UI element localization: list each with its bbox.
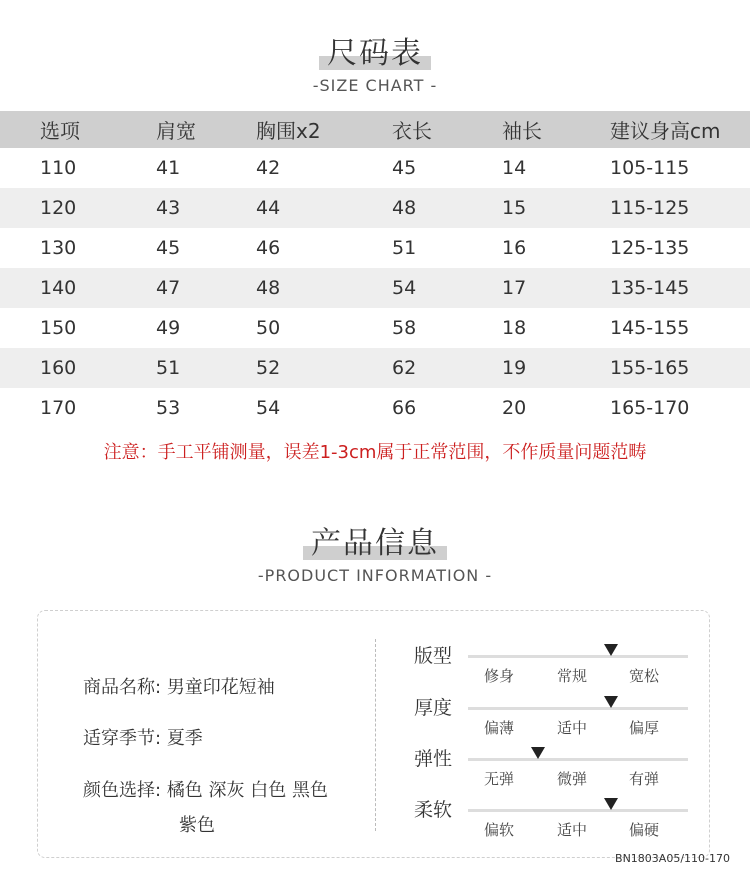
table-cell: 54 <box>256 397 281 419</box>
attribute-option: 宽松 <box>629 667 660 685</box>
table-cell: 49 <box>156 317 181 339</box>
season-value: 夏季 <box>166 728 203 749</box>
table-cell: 44 <box>256 197 281 219</box>
table-cell: 115-125 <box>610 197 690 219</box>
table-cell: 20 <box>502 397 527 419</box>
attribute-scale <box>414 693 704 745</box>
attribute-option: 偏厚 <box>629 719 660 737</box>
scale-line <box>468 707 688 710</box>
product-name-line <box>83 673 275 699</box>
scale-line <box>468 758 688 761</box>
color-value: 橘色 深灰 白色 黑色 <box>166 780 328 801</box>
table-row <box>0 308 750 348</box>
attribute-scale <box>414 795 704 847</box>
size-chart-subtitle: -SIZE CHART - <box>312 76 438 95</box>
table-cell: 66 <box>392 397 417 419</box>
table-row <box>0 148 750 188</box>
table-cell: 17 <box>502 277 527 299</box>
table-cell: 125-135 <box>610 237 690 259</box>
table-cell: 155-165 <box>610 357 690 379</box>
product-name-value: 男童印花短袖 <box>166 677 275 698</box>
table-cell: 45 <box>392 157 417 179</box>
attribute-option: 无弹 <box>484 770 515 788</box>
color-label: 颜色选择: <box>83 780 162 801</box>
table-cell: 41 <box>156 157 181 179</box>
header-cell: 肩宽 <box>156 119 196 143</box>
table-cell: 150 <box>40 317 77 339</box>
product-info-box <box>37 610 710 858</box>
season-line <box>83 724 203 750</box>
attribute-option: 适中 <box>557 719 588 737</box>
table-cell: 50 <box>256 317 281 339</box>
table-cell: 145-155 <box>610 317 690 339</box>
size-table-body <box>0 148 750 428</box>
table-row <box>0 188 750 228</box>
table-row <box>0 228 750 268</box>
table-cell: 43 <box>156 197 181 219</box>
table-row <box>0 348 750 388</box>
table-cell: 14 <box>502 157 527 179</box>
product-info-title-wrap <box>311 518 439 562</box>
measurement-note: 注意：手工平铺测量，误差1-3cm属于正常范围，不作质量问题范畴 <box>103 442 647 463</box>
color-line <box>83 776 328 802</box>
table-cell: 45 <box>156 237 181 259</box>
header-cell: 衣长 <box>392 119 432 143</box>
header-cell: 建议身高cm <box>610 119 721 143</box>
table-cell: 47 <box>156 277 181 299</box>
table-cell: 16 <box>502 237 527 259</box>
attribute-option: 有弹 <box>629 770 660 788</box>
attribute-name: 厚度 <box>414 697 453 719</box>
attribute-option: 常规 <box>557 667 588 685</box>
attribute-name: 版型 <box>414 645 453 667</box>
table-cell: 110 <box>40 157 77 179</box>
attribute-option: 偏软 <box>484 821 515 839</box>
table-cell: 48 <box>256 277 281 299</box>
size-chart-title: 尺码表 <box>327 36 423 71</box>
table-row <box>0 388 750 428</box>
product-info-subtitle: -PRODUCT INFORMATION - <box>257 566 493 585</box>
table-cell: 140 <box>40 277 77 299</box>
scale-line <box>468 655 688 658</box>
table-cell: 130 <box>40 237 77 259</box>
table-cell: 52 <box>256 357 281 379</box>
table-cell: 165-170 <box>610 397 690 419</box>
table-cell: 53 <box>156 397 181 419</box>
table-cell: 62 <box>392 357 417 379</box>
attribute-option: 微弹 <box>557 770 588 788</box>
attribute-option: 偏薄 <box>484 719 515 737</box>
table-row <box>0 268 750 308</box>
table-cell: 48 <box>392 197 417 219</box>
color-value-continued: 紫色 <box>179 815 215 836</box>
attribute-option: 修身 <box>484 667 515 685</box>
table-cell: 19 <box>502 357 527 379</box>
table-cell: 46 <box>256 237 281 259</box>
size-chart-heading <box>0 28 750 95</box>
info-divider <box>375 639 376 831</box>
selected-marker-icon <box>604 644 618 656</box>
table-cell: 160 <box>40 357 77 379</box>
size-table-header <box>0 111 750 148</box>
product-name-label: 商品名称: <box>83 677 162 698</box>
table-cell: 51 <box>392 237 417 259</box>
attribute-scale <box>414 641 704 693</box>
table-cell: 135-145 <box>610 277 690 299</box>
selected-marker-icon <box>604 696 618 708</box>
selected-marker-icon <box>604 798 618 810</box>
product-code: BN1803A05/110-170 <box>615 852 730 865</box>
scale-line <box>468 809 688 812</box>
table-cell: 51 <box>156 357 181 379</box>
table-cell: 170 <box>40 397 77 419</box>
product-info-heading <box>0 518 750 585</box>
table-cell: 15 <box>502 197 527 219</box>
header-cell: 袖长 <box>502 119 542 143</box>
table-cell: 58 <box>392 317 417 339</box>
product-info-title: 产品信息 <box>311 526 439 561</box>
attribute-name: 弹性 <box>414 748 453 770</box>
table-cell: 105-115 <box>610 157 690 179</box>
table-cell: 54 <box>392 277 417 299</box>
attribute-name: 柔软 <box>414 799 453 821</box>
size-table <box>0 111 750 428</box>
season-label: 适穿季节: <box>83 728 162 749</box>
table-cell: 18 <box>502 317 527 339</box>
header-cell: 选项 <box>40 119 80 143</box>
size-chart-title-wrap <box>327 28 423 72</box>
selected-marker-icon <box>531 747 545 759</box>
table-cell: 42 <box>256 157 281 179</box>
table-cell: 120 <box>40 197 77 219</box>
attribute-option: 偏硬 <box>629 821 660 839</box>
attribute-option: 适中 <box>557 821 588 839</box>
header-cell: 胸围x2 <box>256 119 321 143</box>
attribute-scale <box>414 744 704 796</box>
